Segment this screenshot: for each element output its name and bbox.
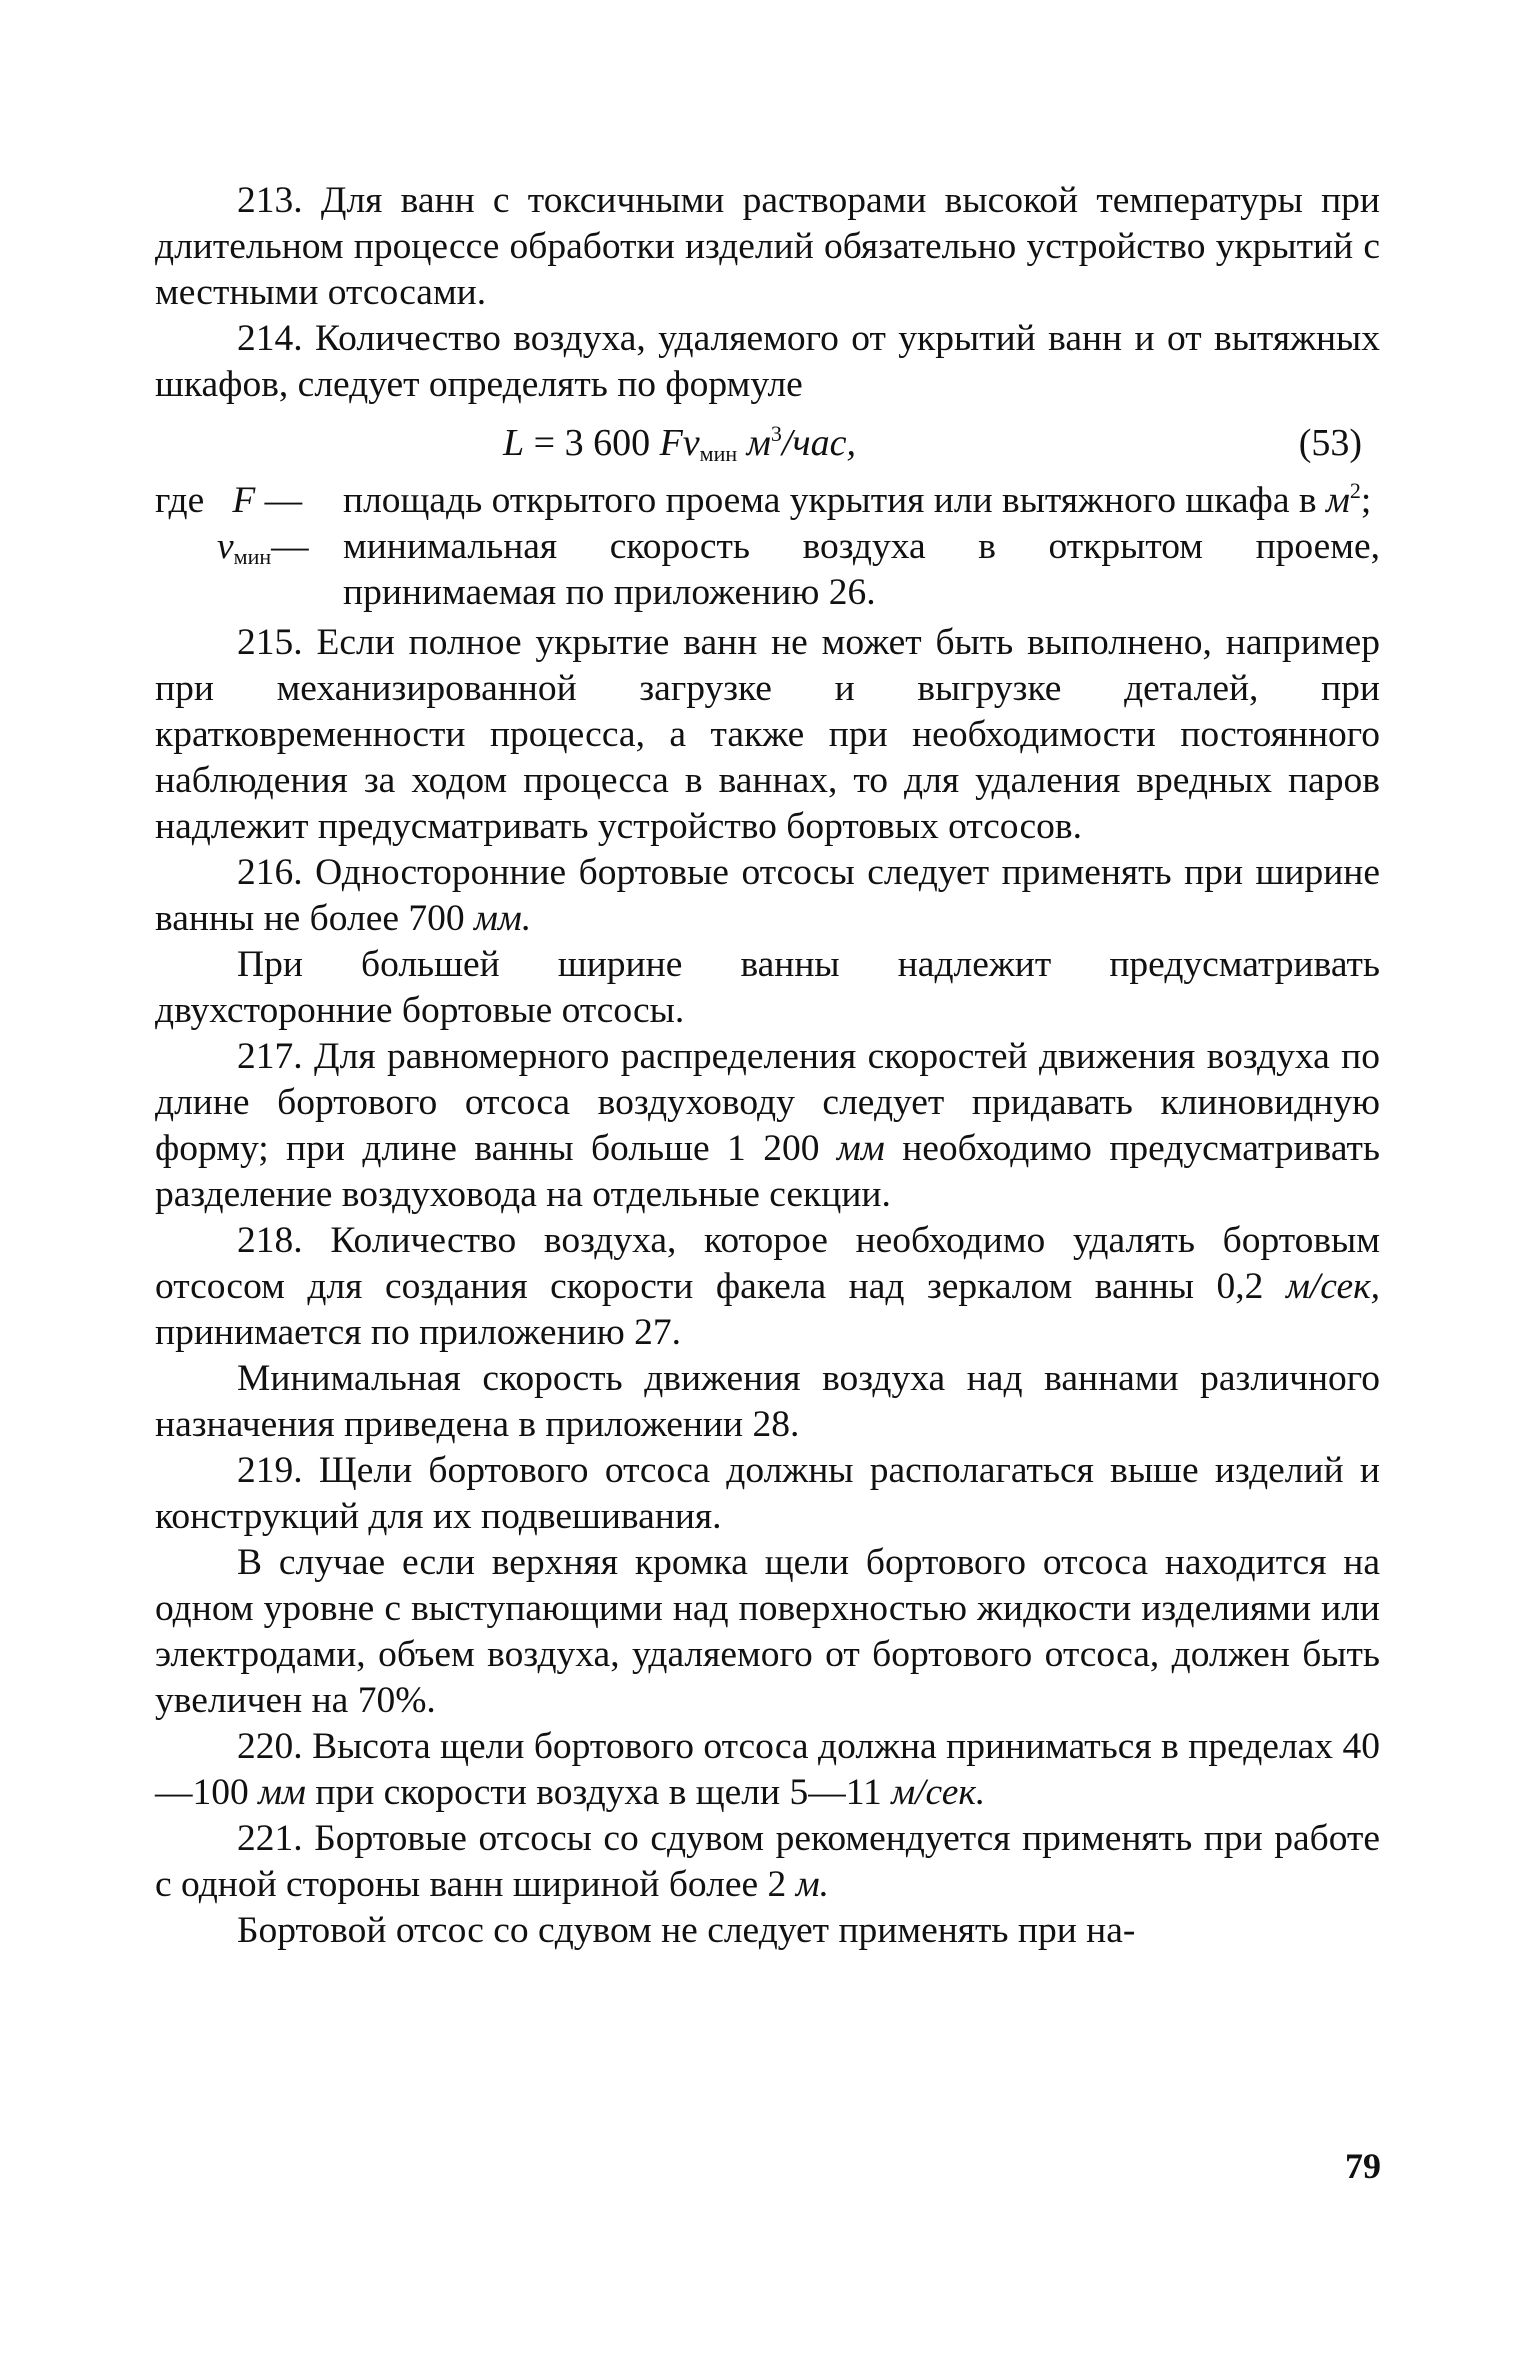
paragraph-219-continued: В случае если верхняя кромка щели бортового отсоса находится на одном уровне с выступающими над поверхностью жидкости изделиями или электродами, объем воздуха, удаляемого от бортового отсоса, должен быть увеличен на 70%. (155, 1542, 1380, 1721)
definition-description: минимальная скорость воздуха в открытом проеме, принимаемая по приложению 26. (343, 526, 1380, 613)
paragraph-218: 218. Количество воздуха, которое необходимо удалять бортовым отсосом для создания скорости факела над зеркалом ванны 0,2 м/сек, принимается по приложению 27. (155, 1220, 1380, 1353)
definition-term: где F — (155, 480, 303, 521)
definition-item (155, 524, 1380, 616)
paragraph-217: 217. Для равномерного распределения скоростей движения воздуха по длине бортового отсоса воздуховоду следует придавать клиновидную форму; при длине ванны больше 1 200 мм необходимо предусматривать разделение воздуховода на отдельные секции. (155, 1036, 1380, 1215)
definition-list (155, 478, 1380, 616)
paragraph-219: 219. Щели бортового отсоса должны располагаться выше изделий и конструкций для их подвешивания. (155, 1450, 1380, 1537)
page-number: 79 (1345, 2146, 1381, 2186)
paragraph-216-continued: При большей ширине ванны надлежит предусматривать двухсторонние бортовые отсосы. (155, 944, 1380, 1031)
equation-number: (53) (1298, 422, 1362, 464)
formula-53 (155, 412, 1380, 474)
paragraph-218-continued: Минимальная скорость движения воздуха над ваннами различного назначения приведена в приложении 28. (155, 1358, 1380, 1445)
paragraph-216: 216. Односторонние бортовые отсосы следует применять при ширине ванны не более 700 мм. (155, 852, 1380, 939)
formula-expression: L = 3 600 $Fv_{мин}$ $м^3$/час, (503, 421, 856, 466)
paragraph-215: 215. Если полное укрытие ванн не может быть выполнено, например при механизированной загрузке и выгрузке деталей, при кратковременности процесса, а также при необходимости постоянного наблюдения за ходом процесса в ваннах, то для удаления вредных паров надлежит предусматривать устройство бортовых отсосов. (155, 622, 1380, 847)
paragraph-213: 213. Для ванн с токсичными растворами высокой температуры при длительном процессе обработки изделий обязательно устройство укрытий с местными отсосами. (155, 180, 1380, 313)
paragraph-214: 214. Количество воздуха, удаляемого от укрытий ванн и от вытяжных шкафов, следует определять по формуле (155, 318, 1380, 405)
definition-term: $v_{мин}—$ (217, 526, 309, 569)
document-page (155, 178, 1380, 1954)
definition-item (155, 478, 1380, 524)
paragraph-220: 220. Высота щели бортового отсоса должна приниматься в пределах 40—100 мм при скорости воздуха в щели 5—11 м/сек. (155, 1726, 1380, 1813)
paragraph-221-continued: Бортовой отсос со сдувом не следует применять при на- (237, 1910, 1136, 1951)
definition-description: площадь открытого проема укрытия или вытяжного шкафа в $м^2$; (343, 478, 1372, 521)
paragraph-221: 221. Бортовые отсосы со сдувом рекомендуется применять при работе с одной стороны ванн шириной более 2 м. (155, 1818, 1380, 1905)
